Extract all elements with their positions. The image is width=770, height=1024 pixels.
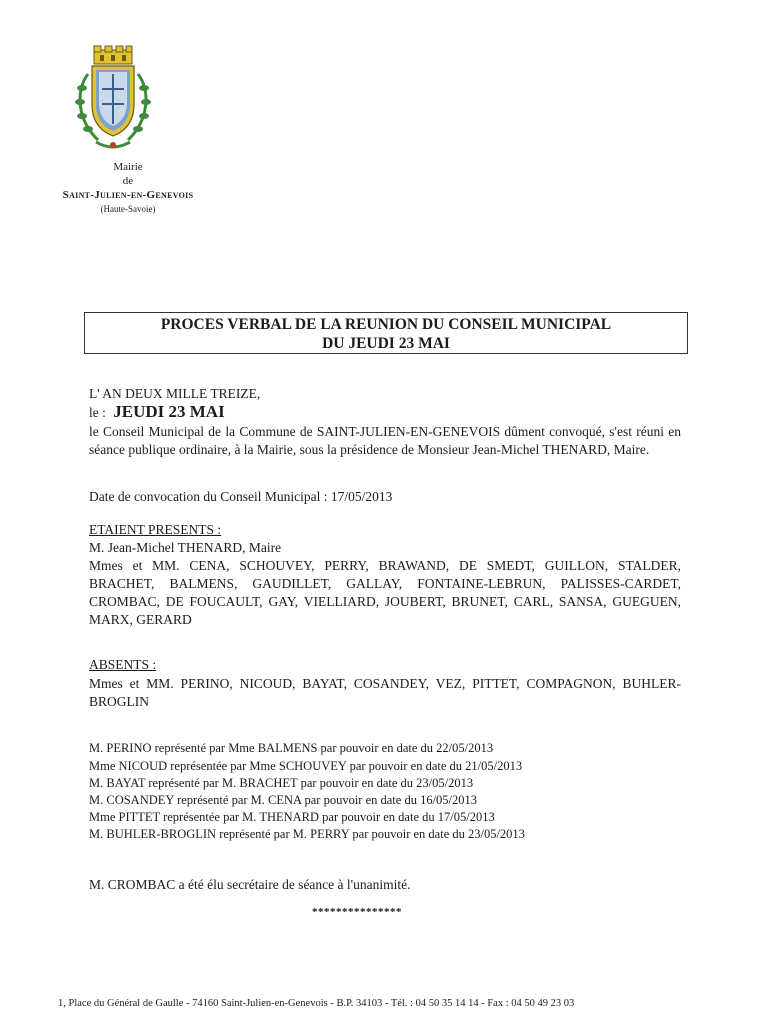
header-line-de: de [122, 175, 134, 187]
representation-line: M. BUHLER-BROGLIN représenté par M. PERRY par pouvoir en date du 23/05/2013 [89, 827, 525, 841]
title-line-1: PROCES VERBAL DE LA REUNION DU CONSEIL MUNICIPAL [160, 316, 612, 333]
document-title [84, 312, 688, 354]
intro-paragraph: le Conseil Municipal de la Commune de SAINT-JULIEN-EN-GENEVOIS dûment convoqué, s'est réuni en séance publique ordinaire, à la Mairie, sous la présidence de Monsieur Jean-Michel THENARD, Maire. [89, 424, 681, 457]
municipality-header [30, 160, 226, 216]
le-label: le : [89, 405, 106, 420]
representation-line: Mme PITTET représentée par M. THENARD par pouvoir en date du 17/05/2013 [89, 810, 495, 824]
header-line-mairie: Mairie [113, 161, 143, 173]
absents-list: Mmes et MM. PERINO, NICOUD, BAYAT, COSANDEY, VEZ, PITTET, COMPAGNON, BUHLER-BROGLIN [89, 676, 681, 709]
presents-heading: ETAIENT PRESENTS : [89, 522, 222, 537]
representation-line: Mme NICOUD représentée par Mme SCHOUVEY par pouvoir en date du 21/05/2013 [89, 759, 523, 773]
title-line-2: DU JEUDI 23 MAI [322, 335, 450, 352]
meeting-date: JEUDI 23 MAI [113, 402, 225, 421]
presents-list: Mmes et MM. CENA, SCHOUVEY, PERRY, BRAWAND, DE SMEDT, GUILLON, STALDER, BRACHET, BALMENS, GAUDILLET, GALLAY, FONTAINE-LEBRUN, PALISSES-CARDET, CROMBAC, DE FOUCAULT, GAY, VIELLIARD, JOUBERT, BRUNET, CARL, SANSA, GUEGUEN, MARX, GERARD [89, 558, 681, 627]
meeting-date-line [89, 402, 225, 422]
year-line: L' AN DEUX MILLE TREIZE, [89, 386, 261, 401]
representation-line: M. COSANDEY représenté par M. CENA par pouvoir en date du 16/05/2013 [89, 793, 478, 807]
convocation-date: Date de convocation du Conseil Municipal : 17/05/2013 [89, 489, 393, 504]
header-city-name: Saint-Julien-en-Genevois [62, 189, 194, 201]
section-separator: *************** [312, 906, 402, 918]
coat-of-arms-icon [72, 44, 154, 162]
representation-line: M. PERINO représenté par Mme BALMENS par pouvoir en date du 22/05/2013 [89, 741, 494, 755]
absents-heading: ABSENTS : [89, 657, 157, 672]
header-department: (Haute-Savoie) [100, 204, 156, 214]
representation-line: M. BAYAT représenté par M. BRACHET par pouvoir en date du 23/05/2013 [89, 776, 474, 790]
presents-maire: M. Jean-Michel THENARD, Maire [89, 540, 282, 555]
secretary-statement: M. CROMBAC a été élu secrétaire de séance à l'unanimité. [89, 877, 411, 892]
page-footer-address: 1, Place du Général de Gaulle - 74160 Saint-Julien-en-Genevois - B.P. 34103 - Tél. : 04 50 35 14 14 - Fax : 04 50 49 23 03 [58, 998, 575, 1009]
